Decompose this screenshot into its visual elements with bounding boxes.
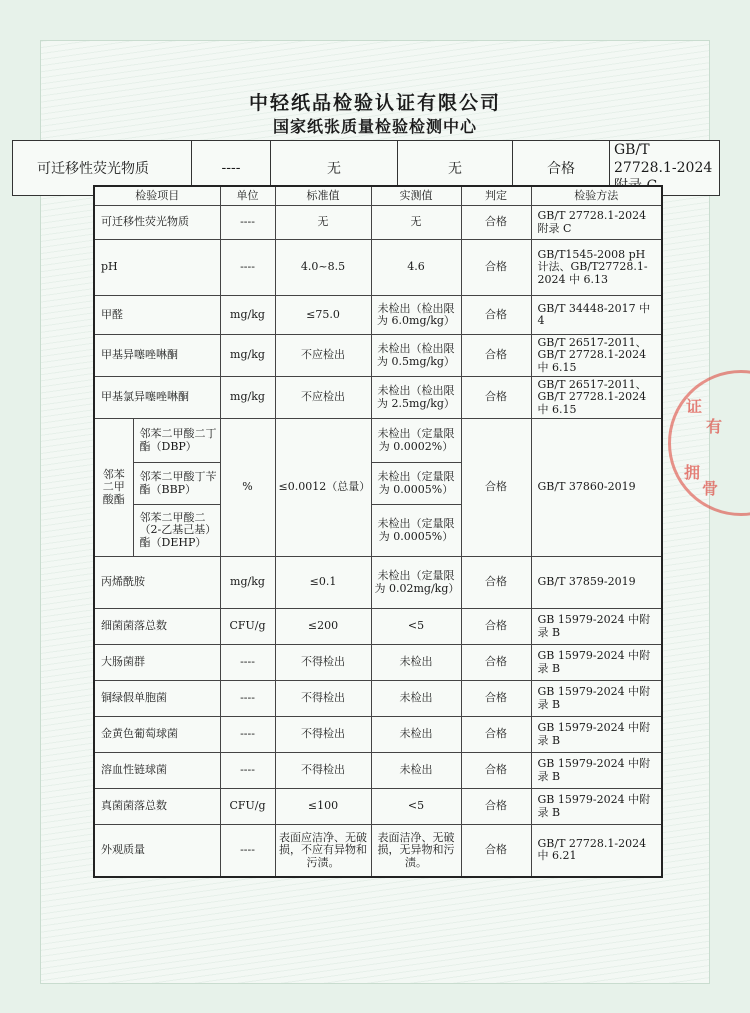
row-standard: 不应检出 [275, 335, 371, 377]
row-measured: <5 [371, 789, 461, 825]
row-standard: 不得检出 [275, 645, 371, 681]
phthalate-sub-item: 邻苯二甲酸二（2-乙基己基）酯（DEHP） [133, 505, 220, 557]
row-method: GB 15979-2024 中附录 B [531, 753, 662, 789]
table-row [94, 335, 662, 377]
header-item: 检验项目 [94, 186, 220, 206]
row-measured: 未检出（检出限为 0.5mg/kg） [371, 335, 461, 377]
top-method-line1: GB/T 27728.1-2024 [614, 142, 713, 176]
inspection-table [93, 185, 663, 878]
row-method: GB 15979-2024 中附录 B [531, 609, 662, 645]
row-measured: 4.6 [371, 240, 461, 296]
row-unit: ---- [220, 753, 275, 789]
phthalate-sub-item: 邻苯二甲酸二丁酯（DBP） [133, 419, 220, 463]
organization-title: 中轻纸品检验认证有限公司 [248, 92, 501, 114]
row-verdict: 合格 [461, 789, 531, 825]
table-row [94, 206, 662, 240]
top-verdict: 合格 [513, 141, 610, 196]
table-row [94, 645, 662, 681]
row-item: 外观质量 [94, 825, 220, 877]
row-verdict: 合格 [461, 825, 531, 877]
row-item: 细菌菌落总数 [94, 609, 220, 645]
row-measured: <5 [371, 609, 461, 645]
phthalate-method: GB/T 37860-2019 [531, 419, 662, 557]
row-method: GB/T 34448-2017 中 4 [531, 296, 662, 335]
row-method: GB/T 26517-2011、GB/T 27728.1-2024 中 6.15 [531, 335, 662, 377]
row-unit: CFU/g [220, 609, 275, 645]
table-row [94, 377, 662, 419]
header-unit: 单位 [220, 186, 275, 206]
header-method: 检验方法 [531, 186, 662, 206]
row-unit: ---- [220, 206, 275, 240]
phthalate-sub-item: 邻苯二甲酸丁苄酯（BBP） [133, 463, 220, 505]
table-row [94, 789, 662, 825]
row-verdict: 合格 [461, 240, 531, 296]
row-measured: 未检出（检出限为 2.5mg/kg） [371, 377, 461, 419]
row-verdict: 合格 [461, 609, 531, 645]
row-unit: ---- [220, 681, 275, 717]
phthalate-group-label: 邻苯二甲酸酯 [94, 419, 133, 557]
row-verdict: 合格 [461, 753, 531, 789]
row-verdict: 合格 [461, 645, 531, 681]
table-row [94, 557, 662, 609]
row-item: 金黄色葡萄球菌 [94, 717, 220, 753]
row-verdict: 合格 [461, 206, 531, 240]
row-standard: 不得检出 [275, 681, 371, 717]
table-row [94, 753, 662, 789]
seal-char: 拥 [684, 463, 701, 482]
phthalate-unit: % [220, 419, 275, 557]
phthalate-measured: 未检出（定量限为 0.0005%） [371, 463, 461, 505]
table-row [94, 825, 662, 877]
row-verdict: 合格 [461, 557, 531, 609]
row-measured: 表面洁净、无破损，无异物和污渍。 [371, 825, 461, 877]
table-row [94, 717, 662, 753]
row-verdict: 合格 [461, 377, 531, 419]
row-verdict: 合格 [461, 296, 531, 335]
phthalate-measured: 未检出（定量限为 0.0005%） [371, 505, 461, 557]
row-standard: 表面应洁净、无破损，不应有异物和污渍。 [275, 825, 371, 877]
row-item: 甲基异噻唑啉酮 [94, 335, 220, 377]
row-unit: mg/kg [220, 557, 275, 609]
organization-subtitle: 国家纸张质量检验检测中心 [272, 117, 477, 136]
row-method: GB/T 26517-2011、GB/T 27728.1-2024 中 6.15 [531, 377, 662, 419]
top-standard: 无 [271, 141, 398, 196]
header-measured: 实测值 [371, 186, 461, 206]
row-measured: 未检出 [371, 681, 461, 717]
phthalate-verdict: 合格 [461, 419, 531, 557]
row-standard: 4.0~8.5 [275, 240, 371, 296]
seal-char: 证 [686, 397, 703, 416]
row-standard: ≤200 [275, 609, 371, 645]
row-standard: 无 [275, 206, 371, 240]
row-item: 丙烯酰胺 [94, 557, 220, 609]
row-standard: ≤0.1 [275, 557, 371, 609]
row-unit: mg/kg [220, 377, 275, 419]
row-item: 铜绿假单胞菌 [94, 681, 220, 717]
header-standard: 标准值 [275, 186, 371, 206]
table-row [94, 296, 662, 335]
row-unit: mg/kg [220, 335, 275, 377]
table-header-row [94, 186, 662, 206]
phthalate-measured: 未检出（定量限为 0.0002%） [371, 419, 461, 463]
seal-char: 有 [706, 417, 723, 436]
row-item: 溶血性链球菌 [94, 753, 220, 789]
row-verdict: 合格 [461, 717, 531, 753]
row-item: 大肠菌群 [94, 645, 220, 681]
row-unit: mg/kg [220, 296, 275, 335]
row-unit: CFU/g [220, 789, 275, 825]
row-unit: ---- [220, 717, 275, 753]
row-measured: 未检出 [371, 753, 461, 789]
row-method: GB 15979-2024 中附录 B [531, 717, 662, 753]
row-item: 甲醛 [94, 296, 220, 335]
row-measured: 未检出（定量限为 0.02mg/kg） [371, 557, 461, 609]
row-unit: ---- [220, 645, 275, 681]
row-unit: ---- [220, 240, 275, 296]
row-method: GB 15979-2024 中附录 B [531, 645, 662, 681]
row-standard: 不应检出 [275, 377, 371, 419]
row-method: GB/T 37859-2019 [531, 557, 662, 609]
top-item: 可迁移性荧光物质 [13, 141, 192, 196]
row-method: GB 15979-2024 中附录 B [531, 681, 662, 717]
row-method: GB 15979-2024 中附录 B [531, 789, 662, 825]
table-row [94, 419, 662, 463]
seal-char: 骨 [702, 479, 719, 498]
row-verdict: 合格 [461, 335, 531, 377]
row-item: 甲基氯异噻唑啉酮 [94, 377, 220, 419]
header-verdict: 判定 [461, 186, 531, 206]
row-standard: 不得检出 [275, 717, 371, 753]
row-method: GB/T1545-2008 pH 计法、GB/T27728.1-2024 中 6.13 [531, 240, 662, 296]
row-measured: 未检出 [371, 645, 461, 681]
row-item: 真菌菌落总数 [94, 789, 220, 825]
row-method: GB/T 27728.1-2024 中 6.21 [531, 825, 662, 877]
row-measured: 未检出 [371, 717, 461, 753]
row-standard: ≤100 [275, 789, 371, 825]
row-item: 可迁移性荧光物质 [94, 206, 220, 240]
phthalate-standard: ≤0.0012（总量） [275, 419, 371, 557]
row-unit: ---- [220, 825, 275, 877]
row-standard: 不得检出 [275, 753, 371, 789]
row-method: GB/T 27728.1-2024 附录 C [531, 206, 662, 240]
table-row [94, 681, 662, 717]
table-row [94, 609, 662, 645]
table-row [94, 240, 662, 296]
row-item: pH [94, 240, 220, 296]
row-verdict: 合格 [461, 681, 531, 717]
row-measured: 无 [371, 206, 461, 240]
row-standard: ≤75.0 [275, 296, 371, 335]
row-measured: 未检出（检出限为 6.0mg/kg） [371, 296, 461, 335]
top-unit: ---- [192, 141, 271, 196]
top-measured: 无 [398, 141, 513, 196]
